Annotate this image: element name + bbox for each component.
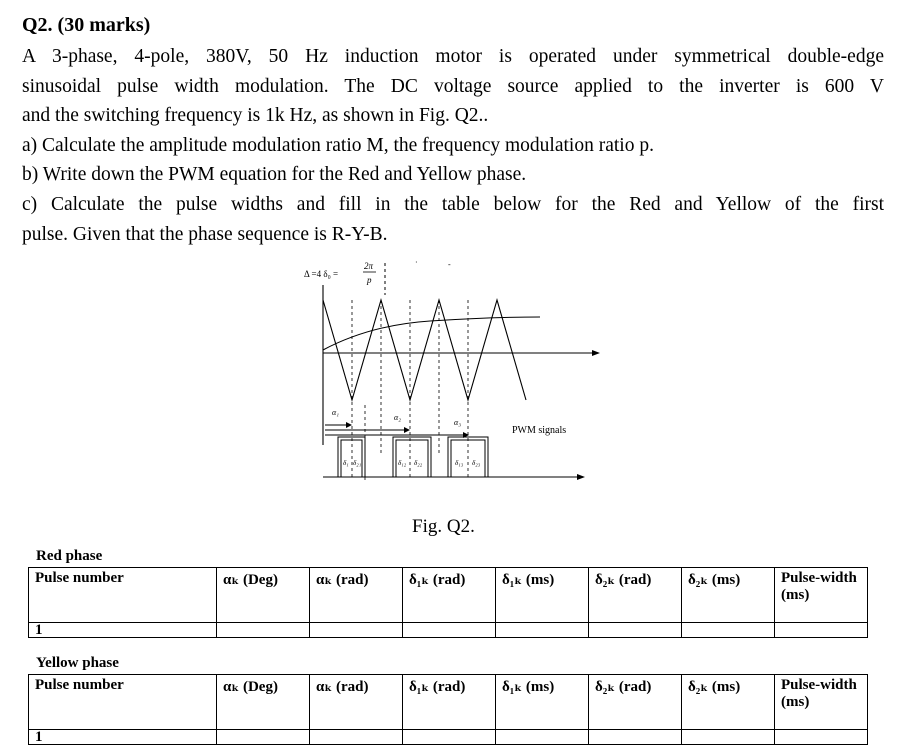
delta-23-label: δ₂₃ (472, 459, 481, 467)
axis-arrow (592, 350, 600, 356)
header-alpha-rad: αₖ (rad) (310, 568, 403, 623)
header-delta2-ms: δ₂ₖ (ms) (682, 675, 775, 730)
red-pulse-width-cell[interactable] (775, 623, 868, 638)
yellow-delta1-ms-cell[interactable] (496, 730, 589, 745)
alpha-3-label: α₃ (454, 418, 461, 427)
header-delta1-ms: δ₁ₖ (ms) (496, 568, 589, 623)
intro-line-2: sinusoidal pulse width modulation. The DC voltage source applied to the inverter is 600 V (22, 75, 884, 97)
fraction-denominator: p (367, 275, 372, 285)
part-b-text: b) Write down the PWM equation for the Red and Yellow phase. (22, 164, 527, 186)
header-pulse-number: Pulse number (29, 568, 217, 623)
intro-line-1: A 3-phase, 4-pole, 380V, 50 Hz induction motor is operated under symmetrical double-edge (22, 46, 884, 67)
question-title: Q2. (30 marks) (22, 14, 151, 36)
yellow-pulse-number-cell: 1 (29, 730, 217, 745)
delta-label: Δ =4 δ₀ = (304, 269, 339, 279)
yellow-phase-table (28, 674, 868, 745)
top-tick: - (448, 260, 451, 269)
delta-21-label: δ₂₁ (353, 459, 362, 467)
header-delta2-rad: δ₂ₖ (rad) (589, 675, 682, 730)
red-delta2-ms-cell[interactable] (682, 623, 775, 638)
yellow-delta2-rad-cell[interactable] (589, 730, 682, 745)
red-phase-label: Red phase (36, 548, 103, 564)
part-c-line-2: pulse. Given that the phase sequence is R-Y-B. (22, 223, 388, 245)
yellow-pulse-width-cell[interactable] (775, 730, 868, 745)
axis-arrow (577, 474, 585, 480)
header-delta1-rad: δ₁ₖ (rad) (403, 568, 496, 623)
alpha-1-label: α₁ (332, 408, 339, 417)
header-delta2-ms: δ₂ₖ (ms) (682, 568, 775, 623)
header-delta2-rad: δ₂ₖ (rad) (589, 568, 682, 623)
header-pulse-width: Pulse-width (ms) (775, 568, 868, 623)
part-a-text: a) Calculate the amplitude modulation ratio M, the frequency modulation ratio p. (22, 134, 654, 156)
red-delta1-rad-cell[interactable] (403, 623, 496, 638)
pwm-figure (290, 255, 600, 505)
modulating-wave (323, 317, 540, 350)
red-phase-table (28, 567, 868, 638)
top-tick: · (415, 258, 418, 267)
header-delta1-rad: δ₁ₖ (rad) (403, 675, 496, 730)
header-delta1-ms: δ₁ₖ (ms) (496, 675, 589, 730)
intro-line-3: and the switching frequency is 1k Hz, as shown in Fig. Q2.. (22, 105, 489, 127)
yellow-alpha-rad-cell[interactable] (310, 730, 403, 745)
delta-labels (343, 459, 481, 467)
red-delta1-ms-cell[interactable] (496, 623, 589, 638)
header-alpha-deg: αₖ (Deg) (217, 568, 310, 623)
part-c-line-1: c) Calculate the pulse widths and fill in the table below for the Red and Yellow of the first (22, 194, 884, 215)
yellow-phase-label: Yellow phase (36, 655, 119, 671)
delta-22-label: δ₂₂ (414, 459, 423, 467)
delta-11-label: δ₁ (343, 459, 349, 467)
fraction-numerator: 2π (364, 261, 374, 271)
red-alpha-rad-cell[interactable] (310, 623, 403, 638)
yellow-delta2-ms-cell[interactable] (682, 730, 775, 745)
header-alpha-rad: αₖ (rad) (310, 675, 403, 730)
delta-13-label: δ₁₃ (455, 459, 464, 467)
red-pulse-number-cell: 1 (29, 623, 217, 638)
alpha-2-label: α₂ (394, 413, 401, 422)
figure-caption: Fig. Q2. (412, 516, 475, 537)
header-pulse-number: Pulse number (29, 675, 217, 730)
delta-12-label: δ₁₂ (398, 459, 407, 467)
header-pulse-width: Pulse-width (ms) (775, 675, 868, 730)
pwm-signals-label: PWM signals (512, 425, 567, 436)
arrow-head (404, 427, 410, 433)
yellow-alpha-deg-cell[interactable] (217, 730, 310, 745)
triangle-carrier (323, 300, 526, 400)
arrow-head (346, 422, 352, 428)
header-alpha-deg: αₖ (Deg) (217, 675, 310, 730)
pwm-pulses (338, 437, 488, 477)
red-alpha-deg-cell[interactable] (217, 623, 310, 638)
yellow-delta1-rad-cell[interactable] (403, 730, 496, 745)
red-delta2-rad-cell[interactable] (589, 623, 682, 638)
